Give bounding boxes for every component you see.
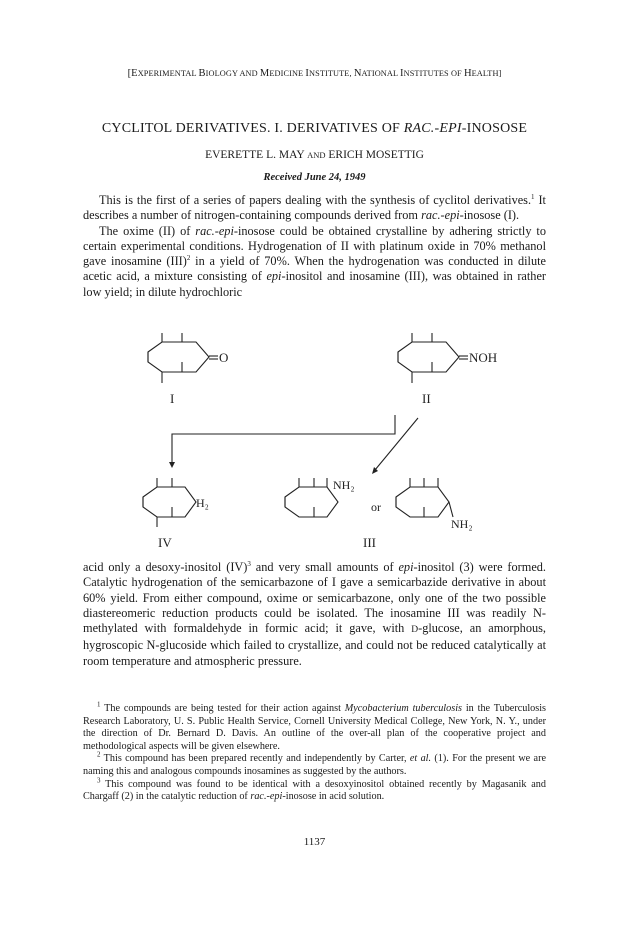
discussion-paragraph — [83, 560, 546, 669]
amine-label-a: NH₂ — [333, 478, 355, 492]
compound-label-III: III — [363, 535, 376, 550]
amine-label-b: NH₂ — [451, 517, 473, 531]
paragraph-1: This is the first of a series of papers dealing with the synthesis of cyclitol derivatives.$^1$ It describes a number of nitrogen-containing compounds derived from rac.-epi-inosose (I). — [83, 192, 546, 223]
footnote-1: $^1$ The compounds are being tested for their action against Mycobacterium tuberculosis in the Tuberculosis Research Laboratory, U. S. Public Health Service, Cornell University Medical College, New York, N. Y., under the direction of Dr. Bernard D. Davis. An outline of the over-all plan of the cooperative project and methodological aspects will be given elsewhere. — [83, 700, 547, 752]
author-conjunction: AND — [307, 150, 326, 160]
structure-III-a — [285, 478, 355, 517]
reaction-arrows — [169, 415, 418, 474]
institution-header: [EXPERIMENTAL BIOLOGY AND MEDICINE INSTITUTE, NATIONAL INSTITUTES OF HEALTH] — [127, 68, 502, 79]
paragraph-3: acid only a desoxy-inositol (IV)$^3$ and very small amounts of epi-inositol (3) were formed. Catalytic hydrogenation of the semicarbazone of I gave a semicarbazide derivative in about 60% yield. From either compound, oxime or semicarbazone, only one of the two possible diastereomeric reduction products could be isolated. The inosamine III was readily N-methylated with formaldehyde in formic acid; it gave, with D-glucose, an amorphous, hygroscopic N-glucoside which failed to crystallize, and could not be reduced catalytically at room temperature and atmospheric pressure. — [83, 559, 547, 668]
compound-label-IV: IV — [158, 535, 172, 550]
footnotes — [83, 700, 547, 804]
footnote-2: $^2$ This compound has been prepared recently and independently by Carter, et al. (1). For the present we are naming this and analogous compounds inosamines as suggested by the authors. — [83, 750, 546, 777]
compound-label-II: II — [422, 391, 431, 406]
article-title: CYCLITOL DERIVATIVES. I. DERIVATIVES OF RAC.-EPI-INOSOSE — [101, 121, 528, 136]
page-number: 1137 — [303, 836, 326, 848]
structure-IV — [143, 478, 209, 550]
structure-I — [148, 333, 228, 406]
compound-label-I: I — [170, 391, 175, 406]
h2-label: H₂ — [196, 496, 209, 510]
paragraph-2: The oxime (II) of rac.-epi-inosose could be obtained crystalline by adhering strictly to certain experimental conditions. Hydrogenation of II with platinum oxide in 70% methanol gave inosamine (III)$^2$ in a yield of 70%. When the hydrogenation was conducted in dilute acetic acid, a mixture consisting of epi-inositol and inosamine (III), was obtained in rather low yield; in dilute hydrochloric — [83, 223, 546, 299]
footnote-3: $^3$ This compound was found to be identical with a desoxyinositol obtained recently by Magasanik and Chargaff (2) in the catalytic reduction of rac.-epi-inosose in acid solution. — [83, 776, 546, 803]
structure-III-b — [396, 478, 473, 531]
or-connector: or — [371, 500, 381, 514]
received-date: Received June 24, 1949 — [263, 172, 366, 183]
oxime-label: NOH — [469, 350, 498, 365]
author-1: EVERETTE L. MAY — [205, 149, 305, 161]
structure-II — [398, 333, 497, 406]
carbonyl-oxygen-label: O — [219, 350, 229, 365]
author-2: ERICH MOSETTIG — [328, 149, 424, 161]
